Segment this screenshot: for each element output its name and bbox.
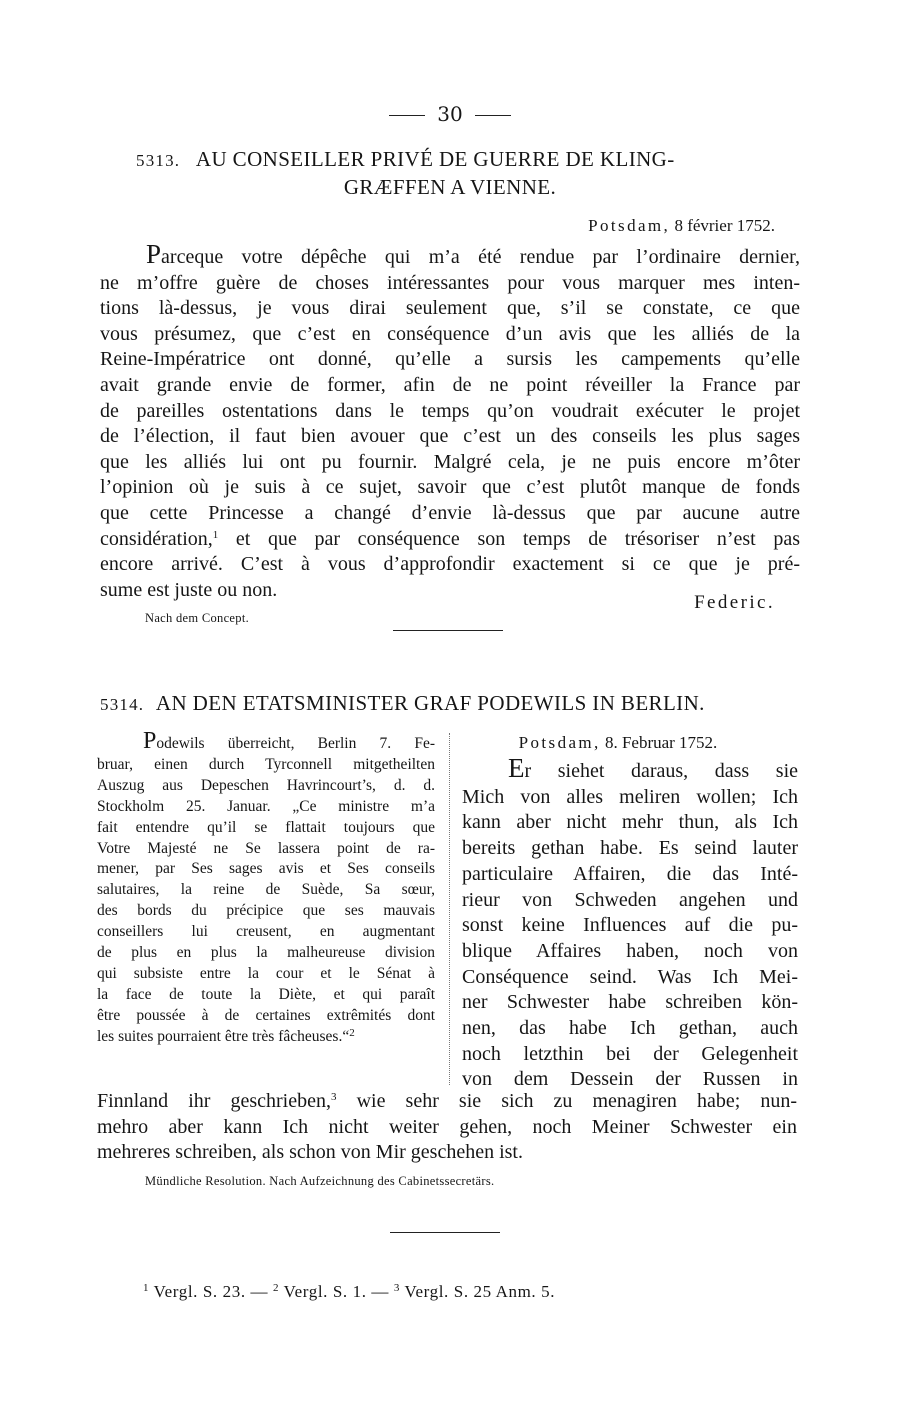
- letter-5313-dropcap: P: [146, 239, 162, 269]
- page-number-dash-right: [475, 115, 511, 116]
- summary-line-2: bruar, einen durch Tyrconnell mitgetheilten: [97, 755, 435, 773]
- footnotes: [143, 1281, 555, 1303]
- footnote-3-text: Vergl. S. 25 Anm. 5.: [404, 1282, 556, 1301]
- summary-line-10: conseillers lui creusent, en augmentant: [97, 923, 435, 941]
- letter-separator-rule: [393, 630, 503, 631]
- letter-5313-signature: Federic.: [694, 592, 775, 613]
- summary-line-12: qui subsiste entre la cour et le Sénat à: [97, 964, 435, 982]
- reply-line-10: ner Schwester habe schreiben kön-: [462, 991, 798, 1014]
- letter-5314-number: 5314.: [100, 695, 145, 714]
- letter-5313-dateline: [588, 215, 775, 237]
- letter-5313-date: 8 février 1752.: [674, 216, 775, 235]
- footnote-ref-2[interactable]: 2: [349, 1026, 355, 1039]
- footnote-2-text: Vergl. S. 1. —: [283, 1282, 390, 1301]
- letter-5313-place: Potsdam,: [588, 216, 671, 235]
- summary-line-7: mener, par Ses sages avis et Ses conseils: [97, 860, 435, 878]
- letter-5313-line-10: l’opinion où je suis à ce sujet, savoir que c’est plutôt manque de fonds: [100, 476, 800, 499]
- letter-5313-line-2: ne m’offre guère de choses intéressantes pour vous marquer mes inten-: [100, 271, 800, 294]
- letter-5314-reply: [462, 753, 798, 1093]
- page-number: [0, 100, 900, 128]
- footnote-2-marker: 2: [273, 1282, 280, 1294]
- reply-line-3: kann aber nicht mehr thun, als Ich: [462, 811, 798, 834]
- summary-line-14: être poussée à de certaines extrêmités dont: [97, 1006, 435, 1024]
- continuation-line-3: mehreres schreiben, als schon von Mir geschehen ist.: [97, 1141, 523, 1164]
- letter-5313-line-1: Parceque votre dépêche qui m’a été rendue par l’ordinaire dernier,: [146, 239, 800, 269]
- reply-line-13: von dem Dessein der Russen in: [462, 1068, 798, 1091]
- reply-line-7: sonst keine Influences auf die pu-: [462, 914, 798, 937]
- column-divider: [449, 733, 450, 1085]
- letter-5314-place: Potsdam,: [518, 733, 601, 752]
- letter-5314-summary: [97, 728, 435, 1048]
- footnote-3-marker: 3: [393, 1282, 400, 1294]
- letter-5313-line-7: de pareilles ostentations dans le temps qu’on voudrait exécuter le projet: [100, 399, 800, 422]
- continuation-line-2: mehro aber kann Ich nicht weiter gehen, noch Meiner Schwester ein: [97, 1115, 797, 1138]
- letter-5313-line-4: vous présumez, que c’est en conséquence d’un avis que les alliés de la: [100, 322, 800, 345]
- letter-5313-line-3: tions là-dessus, je vous dirai seulement que, s’il se constate, ce que: [100, 297, 800, 320]
- summary-line-8: salutaires, la reine de Suède, Sa sœur,: [97, 881, 435, 899]
- letter-5314-source: Mündliche Resolution. Nach Aufzeichnung des Cabinetssecretärs.: [145, 1174, 495, 1188]
- letter-5313-heading-text1: AU CONSEILLER PRIVÉ DE GUERRE DE KLING-: [195, 147, 675, 171]
- reply-line-6: rieur von Schweden angehen und: [462, 888, 798, 911]
- letter-5313-heading-line2: GRÆFFEN A VIENNE.: [343, 175, 557, 199]
- letter-5314-heading: [100, 690, 800, 718]
- reply-line-1: Er siehet daraus, dass sie: [508, 753, 798, 783]
- letter-5313-line-11: que cette Princesse a changé d’envie là-dessus que par aucune autre: [100, 501, 800, 524]
- letter-5313-line-13: encore arrivé. C’est à vous d’approfondir exactement si ce que je pré-: [100, 553, 800, 576]
- letter-5313-line-12: considération,$^1$ et que par conséquence son temps de trésoriser n’est pas: [100, 527, 801, 550]
- footnote-1-text: Vergl. S. 23. —: [153, 1282, 269, 1301]
- summary-line-15: les suites pourraient être très fâcheuses.“$^2$: [97, 1026, 355, 1045]
- reply-dropcap: E: [508, 753, 525, 783]
- letter-5314-heading-text: AN DEN ETATSMINISTER GRAF PODEWILS IN BERLIN.: [155, 691, 705, 715]
- summary-line-3: Auszug aus Depeschen Havrincourt’s, d. d.: [97, 776, 435, 794]
- page-number-text: 30: [437, 102, 463, 126]
- letter-5313-line-14: sume est juste ou non.: [100, 578, 278, 601]
- page-number-dash-left: [389, 115, 425, 116]
- reply-line-4: bereits gethan habe. Es seind lauter: [462, 837, 798, 860]
- letter-5313-source: Nach dem Concept.: [145, 611, 250, 625]
- footnote-ref-1[interactable]: 1: [212, 528, 219, 541]
- letter-5313-line-6: avait grande envie de former, afin de ne point réveiller la France par: [100, 373, 800, 396]
- summary-line-9: des bords du précipice que ses mauvais: [97, 902, 435, 920]
- reply-line-5: particulaire Affairen, die das Inté-: [462, 862, 798, 885]
- summary-line-13: la face de toute la Diète, et qui paraît: [97, 985, 435, 1003]
- summary-line-11: de plus en plus la malheureuse division: [97, 944, 435, 962]
- summary-dropcap: P: [143, 728, 157, 754]
- letter-5313-heading-line1: [136, 146, 776, 174]
- continuation-line-1: Finnland ihr geschrieben,$^3$ wie sehr sie sich zu menagiren habe; nun-: [97, 1090, 797, 1112]
- letter-5313-body: [100, 239, 801, 603]
- reply-line-11: nen, das habe Ich gethan, auch: [462, 1017, 798, 1040]
- summary-line-6: Votre Majesté ne Se lassera point de ra-: [97, 839, 435, 857]
- reply-line-9: Conséquence seind. Was Ich Mei-: [462, 965, 798, 988]
- letter-5313-line-9: que les alliés lui ont pu fournir. Malgré cela, je ne puis encore m’ôter: [100, 450, 800, 473]
- reply-line-8: blique Affaires haben, noch von: [462, 939, 798, 962]
- letter-5313-line-5: Reine-Impératrice ont donné, qu’elle a sursis les campements qu’elle: [100, 348, 800, 371]
- footnote-ref-3[interactable]: 3: [331, 1091, 337, 1103]
- reply-line-2: Mich von alles meliren wollen; Ich: [462, 785, 798, 808]
- summary-line-5: fait entendre qu’il se flattait toujours que: [97, 818, 435, 836]
- letter-5314-dateline: [462, 732, 774, 754]
- footnote-1-marker: 1: [143, 1282, 150, 1294]
- reply-line-12: noch letzthin bei der Gelegenheit: [462, 1042, 798, 1065]
- letter-5314-continuation: [97, 1089, 797, 1166]
- letter-5314-date: 8. Februar 1752.: [604, 733, 718, 752]
- summary-line-4: Stockholm 25. Januar. „Ce ministre m’a: [97, 797, 435, 815]
- summary-line-1: Podewils überreicht, Berlin 7. Fe-: [143, 728, 435, 754]
- footnote-separator-rule: [390, 1232, 500, 1233]
- letter-5313-line-8: de l’élection, il faut bien avouer que c’est un des conseils les plus sages: [100, 425, 800, 448]
- letter-5313-number: 5313.: [136, 151, 181, 170]
